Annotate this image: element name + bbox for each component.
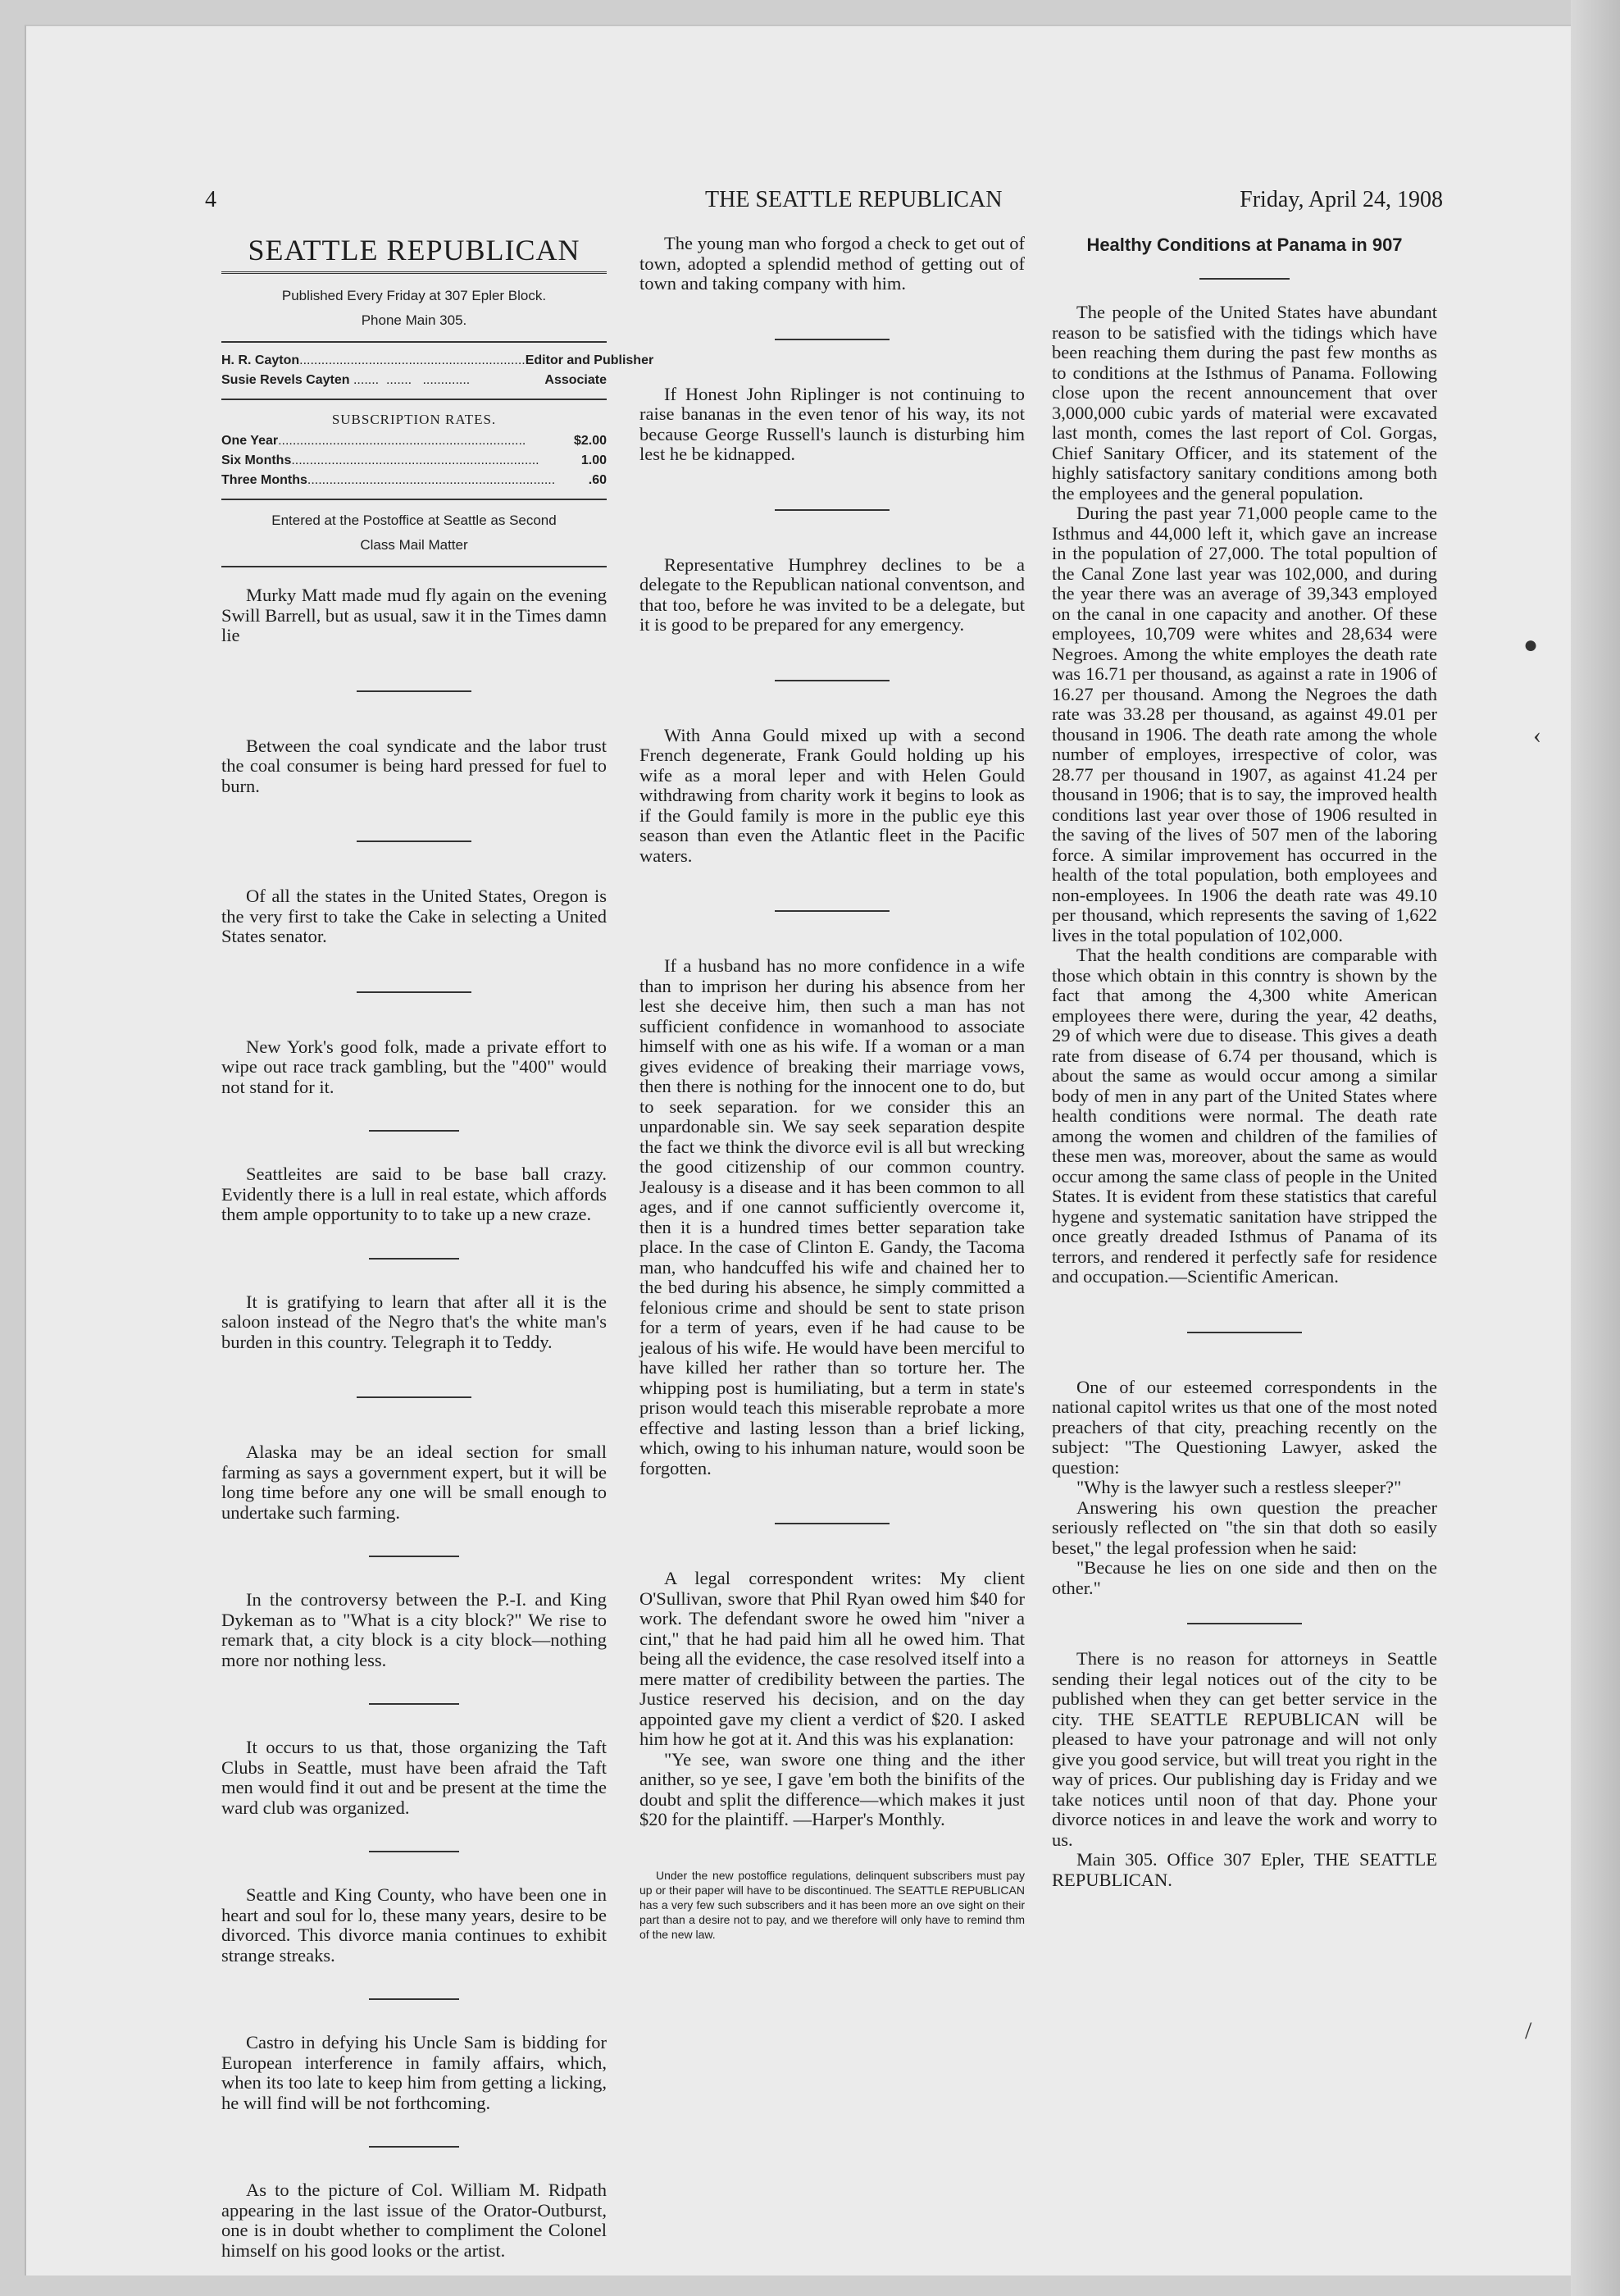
- staff-name: H. R. Cayton: [221, 353, 300, 367]
- paragraph: Alaska may be an ideal section for small farming as says a government expert, but it will be long time before any one will be small enough to undertake such farming.: [221, 1442, 607, 1523]
- paragraph: One of our esteemed correspondents in the national capitol writes us that one of the most noted preachers of that city, preaching recently on the subject: "The Questioning Lawyer, asked the question:: [1052, 1376, 1437, 1478]
- section-rule: [1199, 278, 1290, 280]
- section-rule: [357, 690, 471, 692]
- article-headline: Healthy Conditions at Panama in 907: [1086, 235, 1403, 255]
- rate-row: [221, 451, 607, 471]
- issue-date: Friday, April 24, 1908: [1240, 187, 1443, 212]
- section-rule: [1187, 1623, 1302, 1624]
- rates-heading: SUBSCRIPTION RATES.: [331, 412, 497, 427]
- paragraph: Answering his own question the preacher seriously reflected on "the sin that doth so easily beset," the legal profession when he said:: [1052, 1496, 1437, 1558]
- paragraph: Of all the states in the United States, Oregon is the very first to take the Cake in selecting a United States senator.: [221, 886, 607, 946]
- paragraph: New York's good folk, made a private effort to wipe out race track gambling, but the "400" would not stand for it.: [221, 1036, 607, 1097]
- paragraph: Between the coal syndicate and the labor trust the coal consumer is being hard pressed for fuel to burn.: [221, 735, 607, 796]
- section-rule: [369, 2146, 459, 2148]
- staff-role: Associate: [544, 373, 607, 387]
- paragraph: If a husband has no more confidence in a wife than to imprison her during his absence from her lest she deceive him, then such a man has not sufficient confidence in womanhood to associate himself with one as his wife. If a woman or a man gives evidence of breaking their marriage vows, then there is nothing for the innocent one to do, but to seek separation. for we consider this an unpardonable sin. We say seek separation despite the fact we think the divorce evil is all but wrecking the good citizenship of our common country. Jealousy is a disease and it has been common to all ages, and if one cannot sufficiently overcome it, then it is a hundred times better separation take place. In the case of Clinton E. Gandy, the Tacoma man, who handcuffed his wife and chained her to the bed during his absence, he simply committed a felonious crime and should be sent to state prison for a term of years, even if he had cause to be jealous of his wife. He would have been merciful to have killed her rather than so torture her. The whipping post is humiliating, but a term in state's prison would teach this miserable reprobate a more effective and lasting lesson than a brief licking, which, owing to his inhuman nature, would soon be forgotten.: [639, 955, 1025, 1478]
- section-rule: [357, 991, 471, 993]
- phone-line: Phone Main 305.: [361, 312, 467, 328]
- delinquent-notice: [639, 1868, 1025, 1942]
- paragraph: During the past year 71,000 people came to the Isthmus and 44,000 left it, which gave an increase in the population of 27,000. The total popultion of the Canal Zone last year was 102,000, and during the year there was an average of 39,343 employed on the canal in one capacity and another. Of these employees, 10,709 were whites and 28,634 were Negroes. Among the white employes the death rate was 16.71 per thousand, as against a rate in 1906 of 16.27 per thousand. Among the Negroes the dath rate was 33.28 per thousand, as against 49.01 per thousand in 1906. The death rate among the whole number of employes, irrespective of color, was 28.77 per thousand in 1907, as against 41.24 per thousand in 1906; that is to say, the improved health conditions last year over those of 1906 resulted in the saving of the lives of 507 men of the laboring force. A similar improvement has occurred in the health of the total population, both employees and non-employees. In 1906 the death rate was 49.10 per thousand, which represents the saving of 1,622 lives in the total population of 102,000.: [1052, 503, 1437, 945]
- leader-dots: ....................................................................: [278, 434, 526, 448]
- section-rule: [775, 680, 890, 681]
- divider: [221, 566, 607, 567]
- section-rule: [775, 339, 890, 340]
- staff-role: Editor and Publisher: [525, 353, 654, 367]
- rate-row: [221, 431, 607, 451]
- spacer: [639, 1830, 1025, 1868]
- paragraph: It is gratifying to learn that after all it is the saloon instead of the Negro that's the white man's burden in this country. Telegraph it to Teddy.: [221, 1291, 607, 1352]
- rate-row: [221, 471, 607, 490]
- leader-dots: ....... ....... .............: [349, 373, 471, 387]
- paragraph: That the health conditions are comparable with those which obtain in this conntry is shown by the fact that among the 4,300 white American employees there were, during the year, 42 deaths, 29 of which were due to disease. This gives a death rate from disease of 6.74 per thousand, which is about the same as would occur among a similar body of men in any part of the United States where health conditions were normal. The death rate among the women and children of the families of these men was, moreover, about the same as would occur among the same class of people in the United States. It is evident from these statistics that careful hygene and systematic sanitation have stripped the once greatly dreaded Isthmus of Panama of its terrors, and rendered it perfectly safe for residence and occupation.—Scientific American.: [1052, 945, 1437, 1287]
- paragraph: "Ye see, wan swore one thing and the ither anither, so ye see, I gave 'em both the binifits of the doubt and split the difference—which makes it just $20 for the plaintiff. —Harper's Monthly.: [639, 1748, 1025, 1829]
- section-rule: [775, 1523, 890, 1524]
- paragraph: The people of the United States have abundant reason to be satisfied with the tidings which have been reaching them during the past few months as to conditions at the Isthmus of Panama. Following close upon the recent announcement that over 3,000,000 cubic yards of material were excavated last month, comes the last report of Col. Gorgas, Chief Sanitary Officer, and its statement of the highly satisfactory sanitary conditions among both the employees and the general population.: [1052, 302, 1437, 503]
- column-3: [1052, 234, 1437, 1890]
- leader-dots: ....................................................................: [291, 453, 539, 467]
- paragraph: Seattleites are said to be base ball crazy. Evidently there is a lull in real estate, which affords them ample opportunity to to take up a new craze.: [221, 1164, 607, 1224]
- rate-term: One Year: [221, 434, 279, 448]
- paragraph: Seattle and King County, who have been one in heart and soul for lo, these many years, desire to be divorced. This divorce mania continues to exhibit strange streaks.: [221, 1884, 607, 1966]
- entered-line: Class Mail Matter: [360, 537, 468, 553]
- paragraph: There is no reason for attorneys in Seattle sending their legal notices out of the city to be published when they can get better service in the city. THE SEATTLE REPUBLICAN will be pleased to have your patronage and will not only give you good service, but will treat you right in the way of prices. Our publishing day is Friday and we take notices until noon of that day. Phone your divorce notices in and leave the work and worry to us.: [1052, 1648, 1437, 1850]
- section-rule: [357, 1396, 471, 1398]
- column-1: [221, 234, 654, 2261]
- section-rule: [775, 509, 890, 511]
- notice-text: Under the new postoffice regulations, delinquent subscribers must pay up or their paper will have to be discontinued. The SEATTLE REPUBLICAN has a very few such subscribers and it has been more an ove sight on their part than a desire not to pay, and we therefore will only have to remind thm of the new law.: [639, 1868, 1025, 1941]
- paragraph: A legal correspondent writes: My client O'Sullivan, swore that Phil Ryan owed him $40 for work. The defendant swore he owed him "niver a cint," that he had paid him all he owed him. That being all the evidence, the case resolved itself into a mere matter of credibility between the parties. The Justice reserved his decision, and on the day appointed gave my client a verdict of $20. I asked him how he got at it. And this was his explanation:: [639, 1568, 1025, 1749]
- paragraph: Murky Matt made mud fly again on the evening Swill Barrell, but as usual, saw it in the Times damn lie: [221, 585, 607, 645]
- rate-price: .60: [588, 473, 607, 487]
- rate-term: Six Months: [221, 453, 292, 467]
- rate-price: $2.00: [573, 434, 607, 448]
- rate-term: Three Months: [221, 473, 307, 487]
- section-rule: [369, 1130, 459, 1132]
- divider: [221, 499, 607, 500]
- rate-price: 1.00: [580, 453, 607, 467]
- section-rule: [369, 1998, 459, 2000]
- section-rule: [357, 840, 471, 842]
- leader-dots: ..............................................................: [299, 353, 526, 367]
- leader-dots: ....................................................................: [307, 473, 556, 487]
- paragraph: With Anna Gould mixed up with a second French degenerate, Frank Gould holding up his wife as a moral leper and with Helen Gould withdrawing from charity work it begins to look as if the Gould family is more in the public eye this season than even the Atlantic fleet in the Pacific waters.: [639, 724, 1025, 866]
- page-edge: [1571, 0, 1620, 2296]
- margin-mark: /: [1525, 2017, 1532, 2044]
- paragraph: "Because he lies on one side and then on the other.": [1052, 1557, 1437, 1598]
- section-rule: [369, 1258, 459, 1260]
- paragraph: If Honest John Riplinger is not continuing to raise bananas in the even tenor of his way, its not because George Russell's launch is disturbing him lest he be kidnapped.: [639, 383, 1025, 464]
- staff-row: [221, 351, 654, 371]
- staff-row: [221, 371, 607, 390]
- paragraph: In the controversy between the P.-I. and King Dykeman as to "What is a city block?" We rise to remark that, a city block is a city block—nothing more nor nothing less.: [221, 1589, 607, 1670]
- paragraph: The young man who forgod a check to get out of town, adopted a splendid method of getting out of town and taking company with him.: [639, 233, 1025, 294]
- column-2: [639, 234, 1025, 1942]
- section-rule: [775, 910, 890, 912]
- divider: [221, 399, 607, 400]
- section-rule: [369, 1556, 459, 1557]
- masthead-title: SEATTLE REPUBLICAN: [221, 234, 607, 274]
- section-rule: [369, 1851, 459, 1852]
- paragraph: Representative Humphrey declines to be a delegate to the Republican national conventson, and that too, before he was invited to be a delegate, but it is good to be prepared for any emergency.: [639, 554, 1025, 635]
- paragraph: "Why is the lawyer such a restless sleeper?": [1076, 1477, 1402, 1497]
- staff-name: Susie Revels Cayten: [221, 373, 350, 387]
- paragraph: It occurs to us that, those organizing the Taft Clubs in Seattle, must have been afraid the Taft men would find it out and be present at the time the ward club was organized.: [221, 1737, 607, 1818]
- published-line: Published Every Friday at 307 Epler Block.: [281, 288, 547, 303]
- divider: [221, 341, 607, 343]
- paper-name: THE SEATTLE REPUBLICAN: [705, 187, 1003, 212]
- paragraph: Castro in defying his Uncle Sam is bidding for European interference in family affairs, which, when its too late to keep him from getting a licking, he will find will be not forthcoming.: [221, 2032, 607, 2113]
- entered-line: Entered at the Postoffice at Seattle as Second: [271, 512, 557, 528]
- section-rule: [369, 1703, 459, 1705]
- masthead-box: [221, 234, 654, 567]
- page-header: [205, 187, 1443, 220]
- margin-mark: ●: [1523, 631, 1539, 658]
- paragraph: Main 305. Office 307 Epler, THE SEATTLE REPUBLICAN.: [1052, 1849, 1437, 1890]
- page-number: 4: [205, 187, 216, 212]
- section-rule: [1187, 1332, 1302, 1333]
- paragraph: As to the picture of Col. William M. Ridpath appearing in the last issue of the Orator-Outburst, one is in doubt whether to compliment the Colonel himself on his good looks or the artist.: [221, 2180, 607, 2261]
- margin-mark: ‹: [1533, 722, 1541, 749]
